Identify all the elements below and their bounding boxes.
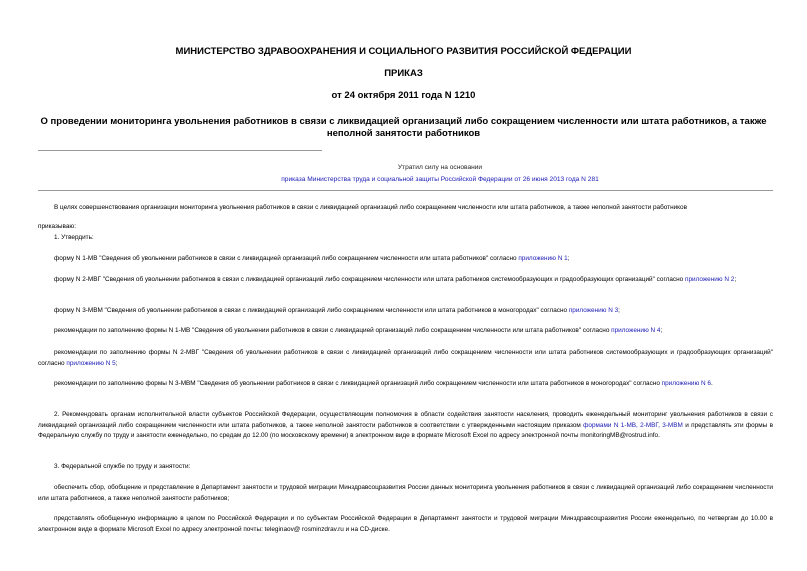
form-item-end: ; — [734, 276, 737, 283]
form-item-text: рекомендации по заполнению формы N 2-МВГ "Сведения об увольнении работников в связи с ликвидацией организаций либо сокращением численности или штата работников системообразующих и градообразующих организаций" согласно — [38, 349, 773, 367]
item-2-text: 2. Рекомендовать органам исполнительной власти субъектов Российской Федерации, осуществляющим полномочия в области содействия занятости населения, проводить еженедельный мониторинг увольнения работников в связи с ликвидацией организаций либо сокращением численности или штата работников, а также неполной занятости работников в соответствии с утвержденными настоящим приказом — [38, 411, 773, 429]
form-item-text: форму N 1-МВ "Сведения об увольнении работников в связи с ликвидацией организаций либо сокращением численности или штата работников" согласно — [54, 255, 519, 262]
order-word: приказываю: — [38, 223, 76, 230]
form-item-text: рекомендации по заполнению формы N 3-МВМ "Сведения об увольнении работников в связи с ликвидацией организаций либо сокращением численности или штата работников в моногородах" согласно — [54, 380, 662, 387]
status-note — [220, 162, 660, 186]
item-3-b: представлять обобщенную информацию в целом по Российской Федерации и по субъектам Российской Федерации в Департамент занятости и трудовой миграции Минздравсоцразвития России еженедельно, по четвергам до 10.00 в электронном виде в формате Microsoft Excel по адресу электронной почты: teleginaov@ rosminzdrav.ru и на CD-диске. — [38, 515, 773, 533]
form-item-end: ; — [115, 359, 118, 367]
form-item — [38, 254, 773, 265]
appendix-4-link[interactable]: приложению N 4 — [611, 327, 661, 334]
form-item — [38, 348, 773, 369]
appendix-6-link[interactable]: приложению N 6 — [661, 380, 711, 387]
ministry-heading: МИНИСТЕРСТВО ЗДРАВООХРАНЕНИЯ И СОЦИАЛЬНОГО РАЗВИТИЯ РОССИЙСКОЙ ФЕДЕРАЦИИ — [175, 46, 632, 57]
form-item-end: . — [710, 380, 713, 387]
form-item — [38, 379, 773, 390]
appendix-3-link[interactable]: приложению N 3 — [568, 307, 619, 314]
status-note-text: Утратил силу на основании — [397, 164, 483, 171]
form-item-end: ; — [618, 307, 620, 314]
item-3-a: обеспечить сбор, обобщение и представление в Департамент занятости и трудовой миграции Минздравсоцразвития России данных мониторинга увольнения работников в связи с ликвидацией организаций либо сокращением численности или штата работников, а также неполной занятости работников; — [38, 484, 773, 502]
doc-date: от 24 октября 2011 года N 1210 — [331, 90, 476, 101]
item-3: 3. Федеральной службе по труду и занятости: — [54, 463, 191, 470]
full-divider — [38, 190, 773, 191]
item-1: 1. Утвердить: — [54, 234, 94, 241]
form-item — [38, 306, 773, 317]
short-divider — [38, 150, 322, 151]
preamble: В целях совершенствования организации мониторинга увольнения работников в связи с ликвидацией организаций либо сокращением численности или штата работников, а также неполной занятости работников — [54, 204, 687, 211]
repeal-order-link[interactable]: приказа Министерства труда и социальной защиты Российской Федерации от 26 июня 2013 года N 281 — [281, 176, 599, 183]
appendix-1-link[interactable]: приложению N 1 — [518, 255, 568, 262]
form-item-end: ; — [567, 255, 570, 262]
appendix-2-link[interactable]: приложению N 2 — [685, 276, 735, 283]
form-item-text: рекомендации по заполнению формы N 1-МВ "Сведения об увольнении работников в связи с ликвидацией организаций либо сокращением численности или штата работников" согласно — [54, 327, 612, 334]
form-item-text: форму N 2-МВГ "Сведения об увольнении работников в связи с ликвидацией организаций либо сокращением численности или штата работников системообразующих и градообразующих организаций" согласно — [54, 276, 685, 283]
doc-title: О проведении мониторинга увольнения работников в связи с ликвидацией организаций либо сокращением численности или штата работников, а также неполной занятости работников — [40, 116, 767, 139]
forms-link[interactable]: формами N 1-МВ, 2-МВГ, 3-МВМ — [583, 421, 683, 429]
item-2-end: и представлять эти формы в Федеральную службу по труду и занятости еженедельно, по средам до 12.00 (по московскому времени) в электронном виде в формате Microsoft Excel по адресу электронной почты monitoringMB@rostrud.info. — [38, 421, 773, 439]
form-item-end: ; — [660, 327, 663, 334]
form-item — [38, 275, 773, 286]
form-item-text: форму N 3-МВМ "Сведения об увольнении работников в связи с ликвидацией организаций либо сокращением численности или штата работников в моногородах" согласно — [54, 307, 569, 314]
appendix-5-link[interactable]: приложению N 5 — [66, 359, 116, 367]
form-item — [38, 326, 773, 337]
doc-type: ПРИКАЗ — [384, 68, 423, 79]
item-2 — [38, 410, 773, 442]
